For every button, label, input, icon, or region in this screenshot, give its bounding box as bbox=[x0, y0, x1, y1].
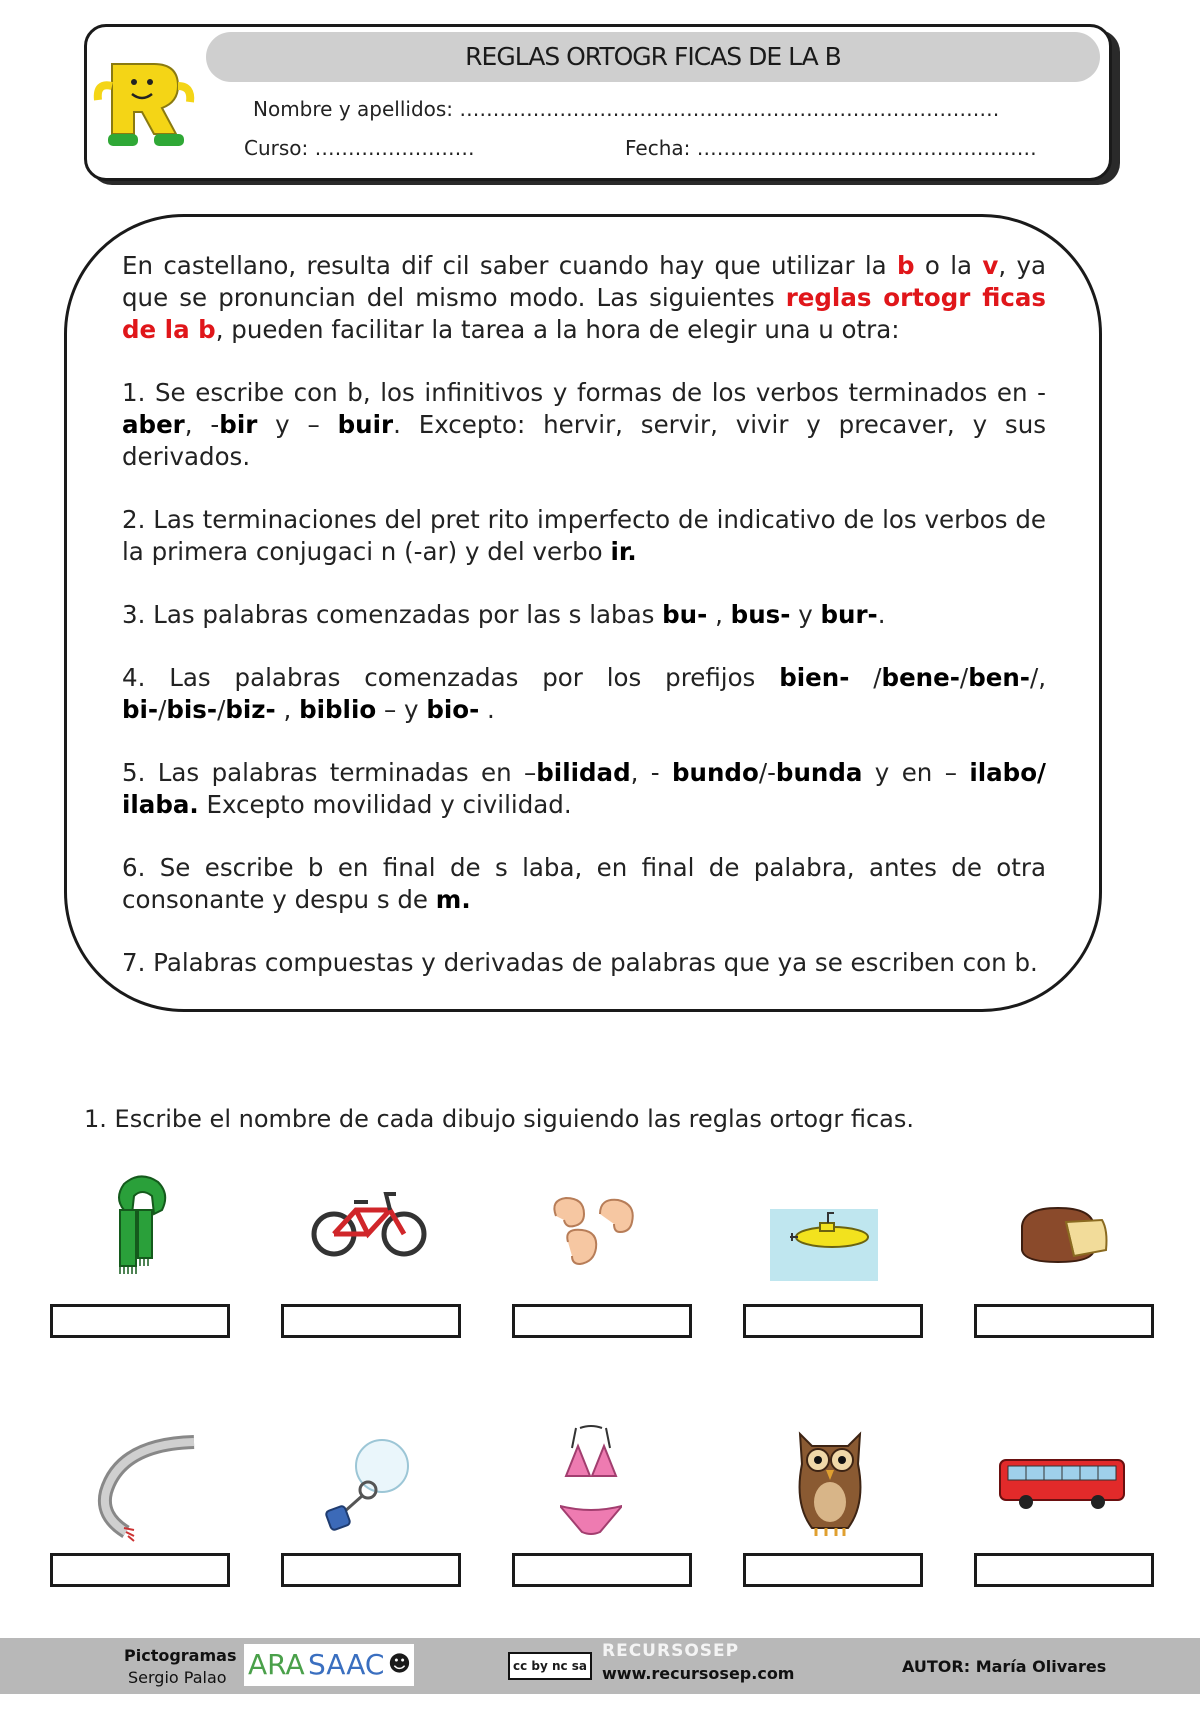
bus-icon bbox=[998, 1454, 1128, 1514]
answer-input-bicycle[interactable] bbox=[281, 1304, 461, 1338]
bubble-wand-icon bbox=[318, 1436, 414, 1538]
brand-name: RECURSOSEP bbox=[602, 1641, 740, 1661]
intro-paragraph: En castellano, resulta dif cil saber cuando hay que utilizar la b o la v, ya que se pronuncian del mismo modo. Las siguientes reglas ortogr ficas de la b, pueden facilitar la tarea a la hora de elegir una u otra: bbox=[122, 251, 1046, 344]
bikini-icon bbox=[560, 1424, 622, 1544]
rule-5: 5. Las palabras terminadas en –bilidad, - bundo/-bunda y en – ilabo/ ilaba. Excepto movilidad y civilidad. bbox=[122, 758, 1046, 819]
cable-icon bbox=[90, 1432, 200, 1542]
answer-input-cable[interactable] bbox=[50, 1553, 230, 1587]
person-icon: ☻ bbox=[388, 1652, 411, 1677]
name-field-label: Nombre y apellidos: ……………………………………………………………………… bbox=[253, 97, 1000, 121]
rule-1: 1. Se escribe con b, los infinitivos y formas de los verbos terminados en -aber, -bir y – buir. Excepto: hervir, servir, vivir y precaver, y sus derivados. bbox=[122, 378, 1046, 471]
exercise-instruction: 1. Escribe el nombre de cada dibujo siguiendo las reglas ortogr ficas. bbox=[84, 1105, 914, 1133]
arasaac-logo: ARA SAAC ☻ bbox=[244, 1644, 414, 1686]
shrimp-icon bbox=[544, 1192, 642, 1278]
pictograms-author: Sergio Palao bbox=[128, 1668, 227, 1687]
answer-input-bus[interactable] bbox=[974, 1553, 1154, 1587]
rule-3: 3. Las palabras comenzadas por las s labas bu- , bus- y bur-. bbox=[122, 600, 886, 629]
rule-7: 7. Palabras compuestas y derivadas de palabras que ya se escriben con b. bbox=[122, 948, 1038, 977]
letter-r-mascot-icon bbox=[92, 56, 196, 152]
submarine-icon bbox=[770, 1205, 878, 1283]
answer-input-submarine[interactable] bbox=[743, 1304, 923, 1338]
date-field-label: Fecha: …………………………………………… bbox=[625, 136, 1037, 160]
answer-input-bubble-wand[interactable] bbox=[281, 1553, 461, 1587]
page-title: REGLAS ORTOGR FICAS DE LA B bbox=[206, 32, 1100, 82]
bicycle-icon bbox=[310, 1180, 428, 1260]
answer-input-scarf[interactable] bbox=[50, 1304, 230, 1338]
rule-6: 6. Se escribe b en final de s laba, en final de palabra, antes de otra consonante y despu s de m. bbox=[122, 853, 1046, 914]
course-field-label: Curso: …………………… bbox=[244, 136, 475, 160]
author-label: AUTOR: María Olivares bbox=[902, 1657, 1107, 1676]
rule-4: 4. Las palabras comenzadas por los prefijos bien- /bene-/ben-/, bi-/bis-/biz- , biblio – y bio- . bbox=[122, 663, 1046, 724]
pictograms-label: Pictogramas bbox=[124, 1646, 237, 1665]
answer-input-cheese[interactable] bbox=[974, 1304, 1154, 1338]
answer-input-shrimp[interactable] bbox=[512, 1304, 692, 1338]
owl-icon bbox=[792, 1424, 868, 1544]
rule-2: 2. Las terminaciones del pret rito imperfecto de indicativo de los verbos de la primera conjugaci n (-ar) y del verbo ir. bbox=[122, 505, 1046, 566]
answer-input-bikini[interactable] bbox=[512, 1553, 692, 1587]
scarf-icon bbox=[102, 1170, 178, 1280]
website-link[interactable]: www.recursosep.com bbox=[602, 1664, 795, 1683]
answer-input-owl[interactable] bbox=[743, 1553, 923, 1587]
cc-license-badge: cc by nc sa bbox=[508, 1652, 592, 1680]
cheese-icon bbox=[1018, 1200, 1112, 1266]
rules-text bbox=[122, 250, 1046, 1010]
